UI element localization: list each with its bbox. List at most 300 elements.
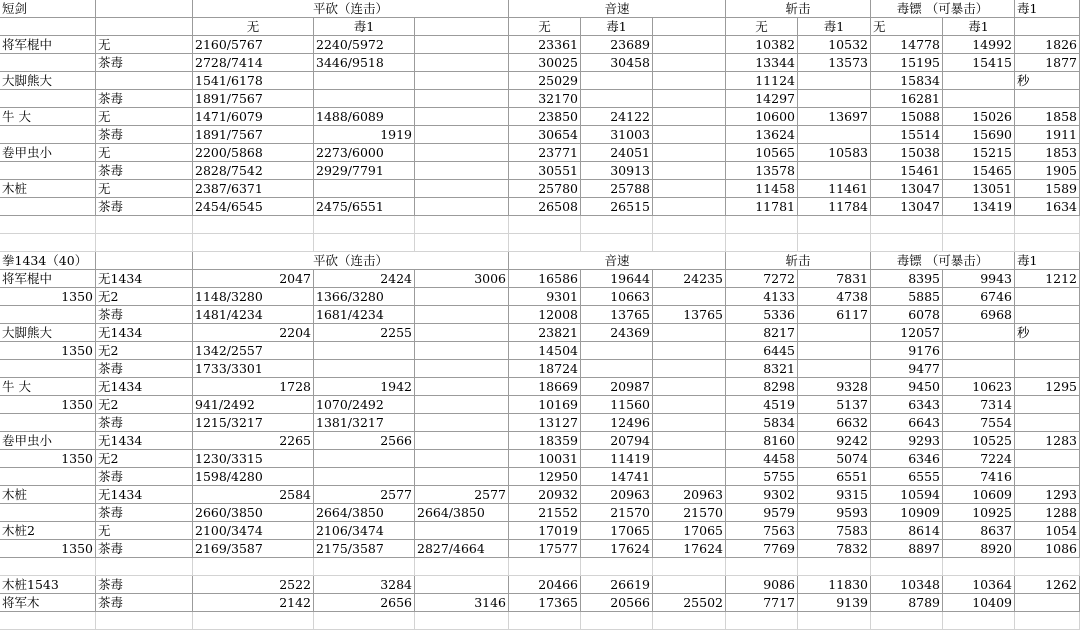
- empty-cell[interactable]: [581, 216, 653, 234]
- table-cell[interactable]: 10583: [798, 144, 871, 162]
- empty-cell[interactable]: [415, 126, 509, 144]
- empty-cell[interactable]: [415, 414, 509, 432]
- table-cell[interactable]: 无1434: [96, 270, 193, 288]
- table-cell[interactable]: 26515: [581, 198, 653, 216]
- empty-cell[interactable]: [581, 342, 653, 360]
- empty-cell[interactable]: [415, 450, 509, 468]
- empty-cell[interactable]: [581, 72, 653, 90]
- table-cell[interactable]: 6117: [798, 306, 871, 324]
- table-cell[interactable]: 8395: [871, 270, 943, 288]
- empty-cell[interactable]: [314, 558, 415, 576]
- table-cell[interactable]: 8160: [726, 432, 798, 450]
- empty-cell[interactable]: [653, 18, 726, 36]
- table-cell[interactable]: 11419: [581, 450, 653, 468]
- table-cell[interactable]: 2175/3587: [314, 540, 415, 558]
- empty-cell[interactable]: [653, 180, 726, 198]
- empty-cell[interactable]: [653, 54, 726, 72]
- table-cell[interactable]: 毒1: [943, 18, 1015, 36]
- table-cell[interactable]: 茶毒: [96, 198, 193, 216]
- empty-cell[interactable]: [0, 162, 96, 180]
- empty-cell[interactable]: [1015, 216, 1080, 234]
- table-cell[interactable]: 12496: [581, 414, 653, 432]
- empty-cell[interactable]: [1015, 450, 1080, 468]
- empty-cell[interactable]: [653, 234, 726, 252]
- table-cell[interactable]: 15461: [871, 162, 943, 180]
- table-cell[interactable]: 2656: [314, 594, 415, 612]
- empty-cell[interactable]: [943, 342, 1015, 360]
- table-cell[interactable]: 1230/3315: [193, 450, 314, 468]
- table-cell[interactable]: 11458: [726, 180, 798, 198]
- table-cell[interactable]: 9293: [871, 432, 943, 450]
- table-cell[interactable]: 2566: [314, 432, 415, 450]
- table-cell[interactable]: 8897: [871, 540, 943, 558]
- table-cell[interactable]: 7416: [943, 468, 1015, 486]
- table-cell[interactable]: 茶毒: [96, 594, 193, 612]
- table-cell[interactable]: 30913: [581, 162, 653, 180]
- table-cell[interactable]: 1891/7567: [193, 126, 314, 144]
- table-cell[interactable]: 25788: [581, 180, 653, 198]
- empty-cell[interactable]: [1015, 414, 1080, 432]
- empty-cell[interactable]: [798, 72, 871, 90]
- table-cell[interactable]: 无: [96, 180, 193, 198]
- table-cell[interactable]: 2577: [415, 486, 509, 504]
- table-cell[interactable]: 1366/3280: [314, 288, 415, 306]
- table-cell[interactable]: 2584: [193, 486, 314, 504]
- empty-cell[interactable]: [943, 360, 1015, 378]
- table-cell[interactable]: 2100/3474: [193, 522, 314, 540]
- empty-cell[interactable]: [415, 522, 509, 540]
- table-cell[interactable]: 8920: [943, 540, 1015, 558]
- empty-cell[interactable]: [0, 558, 96, 576]
- table-cell[interactable]: 无: [509, 18, 581, 36]
- table-cell[interactable]: 23361: [509, 36, 581, 54]
- table-cell[interactable]: 牛 大: [0, 108, 96, 126]
- empty-cell[interactable]: [509, 558, 581, 576]
- table-cell[interactable]: 10663: [581, 288, 653, 306]
- table-cell[interactable]: 32170: [509, 90, 581, 108]
- empty-cell[interactable]: [0, 306, 96, 324]
- empty-cell[interactable]: [798, 234, 871, 252]
- table-cell[interactable]: 短剑: [0, 0, 96, 18]
- empty-cell[interactable]: [96, 612, 193, 630]
- table-cell[interactable]: 23689: [581, 36, 653, 54]
- empty-cell[interactable]: [0, 54, 96, 72]
- table-cell[interactable]: 2577: [314, 486, 415, 504]
- empty-cell[interactable]: [653, 108, 726, 126]
- empty-cell[interactable]: [0, 612, 96, 630]
- table-cell[interactable]: 17365: [509, 594, 581, 612]
- table-cell[interactable]: 16586: [509, 270, 581, 288]
- empty-cell[interactable]: [653, 378, 726, 396]
- table-cell[interactable]: 11830: [798, 576, 871, 594]
- empty-cell[interactable]: [509, 612, 581, 630]
- table-cell[interactable]: 大脚熊大: [0, 72, 96, 90]
- empty-cell[interactable]: [96, 558, 193, 576]
- table-cell[interactable]: 30551: [509, 162, 581, 180]
- table-cell[interactable]: 13047: [871, 180, 943, 198]
- table-cell[interactable]: 13624: [726, 126, 798, 144]
- table-cell[interactable]: 2728/7414: [193, 54, 314, 72]
- empty-cell[interactable]: [415, 612, 509, 630]
- table-cell[interactable]: 1858: [1015, 108, 1080, 126]
- empty-cell[interactable]: [798, 360, 871, 378]
- empty-cell[interactable]: [0, 468, 96, 486]
- empty-cell[interactable]: [0, 414, 96, 432]
- empty-cell[interactable]: [314, 72, 415, 90]
- table-cell[interactable]: 毒1: [1015, 252, 1080, 270]
- table-cell[interactable]: 2160/5767: [193, 36, 314, 54]
- table-cell[interactable]: 1905: [1015, 162, 1080, 180]
- table-cell[interactable]: 25029: [509, 72, 581, 90]
- table-cell[interactable]: 14741: [581, 468, 653, 486]
- table-cell[interactable]: 5834: [726, 414, 798, 432]
- table-cell[interactable]: 木桩2: [0, 522, 96, 540]
- empty-cell[interactable]: [1015, 360, 1080, 378]
- empty-cell[interactable]: [415, 234, 509, 252]
- table-cell[interactable]: 8217: [726, 324, 798, 342]
- table-cell[interactable]: 2828/7542: [193, 162, 314, 180]
- table-cell[interactable]: 13578: [726, 162, 798, 180]
- merged-header-cell[interactable]: 音速: [509, 0, 726, 18]
- table-cell[interactable]: 17577: [509, 540, 581, 558]
- table-cell[interactable]: 1350: [0, 450, 96, 468]
- table-cell[interactable]: 15215: [943, 144, 1015, 162]
- empty-cell[interactable]: [653, 432, 726, 450]
- empty-cell[interactable]: [314, 90, 415, 108]
- table-cell[interactable]: 4133: [726, 288, 798, 306]
- table-cell[interactable]: 23850: [509, 108, 581, 126]
- empty-cell[interactable]: [415, 342, 509, 360]
- table-cell[interactable]: 5755: [726, 468, 798, 486]
- table-cell[interactable]: 9579: [726, 504, 798, 522]
- table-cell[interactable]: 1288: [1015, 504, 1080, 522]
- empty-cell[interactable]: [726, 558, 798, 576]
- table-cell[interactable]: 9450: [871, 378, 943, 396]
- empty-cell[interactable]: [415, 558, 509, 576]
- table-cell[interactable]: 无: [96, 144, 193, 162]
- table-cell[interactable]: 10565: [726, 144, 798, 162]
- empty-cell[interactable]: [871, 612, 943, 630]
- table-cell[interactable]: 18359: [509, 432, 581, 450]
- empty-cell[interactable]: [415, 468, 509, 486]
- table-cell[interactable]: 秒: [1015, 72, 1080, 90]
- empty-cell[interactable]: [943, 234, 1015, 252]
- table-cell[interactable]: 9086: [726, 576, 798, 594]
- table-cell[interactable]: 2142: [193, 594, 314, 612]
- empty-cell[interactable]: [798, 612, 871, 630]
- table-cell[interactable]: 8298: [726, 378, 798, 396]
- empty-cell[interactable]: [798, 342, 871, 360]
- empty-cell[interactable]: [653, 612, 726, 630]
- empty-cell[interactable]: [509, 216, 581, 234]
- table-cell[interactable]: 茶毒: [96, 162, 193, 180]
- empty-cell[interactable]: [1015, 306, 1080, 324]
- table-cell[interactable]: 无: [193, 18, 314, 36]
- table-cell[interactable]: 10364: [943, 576, 1015, 594]
- empty-cell[interactable]: [1015, 612, 1080, 630]
- table-cell[interactable]: 12008: [509, 306, 581, 324]
- empty-cell[interactable]: [581, 612, 653, 630]
- table-cell[interactable]: 牛 大: [0, 378, 96, 396]
- empty-cell[interactable]: [653, 288, 726, 306]
- empty-cell[interactable]: [1015, 342, 1080, 360]
- empty-cell[interactable]: [509, 234, 581, 252]
- table-cell[interactable]: 4458: [726, 450, 798, 468]
- table-cell[interactable]: 16281: [871, 90, 943, 108]
- table-cell[interactable]: 6746: [943, 288, 1015, 306]
- table-cell[interactable]: 9242: [798, 432, 871, 450]
- table-cell[interactable]: 941/2492: [193, 396, 314, 414]
- table-cell[interactable]: 1350: [0, 540, 96, 558]
- table-cell[interactable]: 18669: [509, 378, 581, 396]
- empty-cell[interactable]: [1015, 90, 1080, 108]
- empty-cell[interactable]: [314, 450, 415, 468]
- empty-cell[interactable]: [415, 108, 509, 126]
- table-cell[interactable]: 7314: [943, 396, 1015, 414]
- empty-cell[interactable]: [943, 612, 1015, 630]
- empty-cell[interactable]: [193, 216, 314, 234]
- empty-cell[interactable]: [314, 180, 415, 198]
- table-cell[interactable]: 2664/3850: [314, 504, 415, 522]
- empty-cell[interactable]: [415, 144, 509, 162]
- merged-header-cell[interactable]: 平砍（连击）: [193, 252, 509, 270]
- table-cell[interactable]: 毒1: [798, 18, 871, 36]
- table-cell[interactable]: 30654: [509, 126, 581, 144]
- table-cell[interactable]: 10623: [943, 378, 1015, 396]
- table-cell[interactable]: 2454/6545: [193, 198, 314, 216]
- table-cell[interactable]: 7554: [943, 414, 1015, 432]
- table-cell[interactable]: 9139: [798, 594, 871, 612]
- empty-cell[interactable]: [0, 234, 96, 252]
- table-cell[interactable]: 24369: [581, 324, 653, 342]
- table-cell[interactable]: 将军棍中: [0, 270, 96, 288]
- table-cell[interactable]: 9593: [798, 504, 871, 522]
- empty-cell[interactable]: [653, 126, 726, 144]
- table-cell[interactable]: 15038: [871, 144, 943, 162]
- empty-cell[interactable]: [726, 216, 798, 234]
- table-cell[interactable]: 1634: [1015, 198, 1080, 216]
- table-cell[interactable]: 大脚熊大: [0, 324, 96, 342]
- empty-cell[interactable]: [653, 414, 726, 432]
- table-cell[interactable]: 8789: [871, 594, 943, 612]
- table-cell[interactable]: 木桩1543: [0, 576, 96, 594]
- table-cell[interactable]: 无: [96, 36, 193, 54]
- table-cell[interactable]: 14992: [943, 36, 1015, 54]
- empty-cell[interactable]: [943, 90, 1015, 108]
- empty-cell[interactable]: [798, 90, 871, 108]
- empty-cell[interactable]: [415, 18, 509, 36]
- table-cell[interactable]: 6643: [871, 414, 943, 432]
- table-cell[interactable]: 1350: [0, 288, 96, 306]
- table-cell[interactable]: 12950: [509, 468, 581, 486]
- table-cell[interactable]: 9302: [726, 486, 798, 504]
- merged-header-cell[interactable]: 音速: [509, 252, 726, 270]
- table-cell[interactable]: 23821: [509, 324, 581, 342]
- table-cell[interactable]: 1086: [1015, 540, 1080, 558]
- table-cell[interactable]: 10031: [509, 450, 581, 468]
- table-cell[interactable]: 卷甲虫小: [0, 144, 96, 162]
- table-cell[interactable]: 7272: [726, 270, 798, 288]
- table-cell[interactable]: 17019: [509, 522, 581, 540]
- table-cell[interactable]: 5137: [798, 396, 871, 414]
- table-cell[interactable]: 20466: [509, 576, 581, 594]
- empty-cell[interactable]: [314, 342, 415, 360]
- table-cell[interactable]: 13573: [798, 54, 871, 72]
- empty-cell[interactable]: [871, 216, 943, 234]
- table-cell[interactable]: 23771: [509, 144, 581, 162]
- empty-cell[interactable]: [0, 216, 96, 234]
- table-cell[interactable]: 无2: [96, 342, 193, 360]
- table-cell[interactable]: 7583: [798, 522, 871, 540]
- table-cell[interactable]: 无: [726, 18, 798, 36]
- table-cell[interactable]: 24051: [581, 144, 653, 162]
- empty-cell[interactable]: [943, 72, 1015, 90]
- table-cell[interactable]: 7563: [726, 522, 798, 540]
- empty-cell[interactable]: [581, 360, 653, 378]
- empty-cell[interactable]: [415, 396, 509, 414]
- table-cell[interactable]: 14778: [871, 36, 943, 54]
- table-cell[interactable]: 茶毒: [96, 90, 193, 108]
- merged-header-cell[interactable]: 斩击: [726, 252, 871, 270]
- empty-cell[interactable]: [653, 342, 726, 360]
- empty-cell[interactable]: [0, 360, 96, 378]
- table-cell[interactable]: 10532: [798, 36, 871, 54]
- table-cell[interactable]: 将军棍中: [0, 36, 96, 54]
- table-cell[interactable]: 15465: [943, 162, 1015, 180]
- table-cell[interactable]: 无2: [96, 288, 193, 306]
- table-cell[interactable]: 3446/9518: [314, 54, 415, 72]
- empty-cell[interactable]: [653, 468, 726, 486]
- table-cell[interactable]: 6555: [871, 468, 943, 486]
- table-cell[interactable]: 6445: [726, 342, 798, 360]
- empty-cell[interactable]: [798, 324, 871, 342]
- empty-cell[interactable]: [96, 234, 193, 252]
- table-cell[interactable]: 8614: [871, 522, 943, 540]
- table-cell[interactable]: 茶毒: [96, 468, 193, 486]
- empty-cell[interactable]: [415, 36, 509, 54]
- table-cell[interactable]: 17065: [581, 522, 653, 540]
- table-cell[interactable]: 20963: [653, 486, 726, 504]
- empty-cell[interactable]: [726, 234, 798, 252]
- table-cell[interactable]: 9176: [871, 342, 943, 360]
- empty-cell[interactable]: [943, 324, 1015, 342]
- table-cell[interactable]: 13047: [871, 198, 943, 216]
- table-cell[interactable]: 15026: [943, 108, 1015, 126]
- empty-cell[interactable]: [415, 198, 509, 216]
- table-cell[interactable]: 6078: [871, 306, 943, 324]
- table-cell[interactable]: 13765: [581, 306, 653, 324]
- empty-cell[interactable]: [415, 360, 509, 378]
- empty-cell[interactable]: [415, 54, 509, 72]
- table-cell[interactable]: 1488/6089: [314, 108, 415, 126]
- table-cell[interactable]: 1350: [0, 396, 96, 414]
- table-cell[interactable]: 6968: [943, 306, 1015, 324]
- table-cell[interactable]: 1381/3217: [314, 414, 415, 432]
- table-cell[interactable]: 20987: [581, 378, 653, 396]
- table-cell[interactable]: 1733/3301: [193, 360, 314, 378]
- table-cell[interactable]: 24235: [653, 270, 726, 288]
- table-cell[interactable]: 21552: [509, 504, 581, 522]
- empty-cell[interactable]: [798, 216, 871, 234]
- table-cell[interactable]: 13344: [726, 54, 798, 72]
- table-cell[interactable]: 木桩: [0, 486, 96, 504]
- table-cell[interactable]: 无1434: [96, 324, 193, 342]
- table-cell[interactable]: 5336: [726, 306, 798, 324]
- table-cell[interactable]: 无: [96, 108, 193, 126]
- table-cell[interactable]: 2387/6371: [193, 180, 314, 198]
- empty-cell[interactable]: [96, 0, 193, 18]
- table-cell[interactable]: 无1434: [96, 378, 193, 396]
- empty-cell[interactable]: [415, 288, 509, 306]
- table-cell[interactable]: 15834: [871, 72, 943, 90]
- table-cell[interactable]: 10609: [943, 486, 1015, 504]
- table-cell[interactable]: 10909: [871, 504, 943, 522]
- table-cell[interactable]: 茶毒: [96, 540, 193, 558]
- empty-cell[interactable]: [1015, 396, 1080, 414]
- empty-cell[interactable]: [871, 234, 943, 252]
- table-cell[interactable]: 1342/2557: [193, 342, 314, 360]
- table-cell[interactable]: 11124: [726, 72, 798, 90]
- table-cell[interactable]: 1070/2492: [314, 396, 415, 414]
- table-cell[interactable]: 茶毒: [96, 504, 193, 522]
- table-cell[interactable]: 秒: [1015, 324, 1080, 342]
- table-cell[interactable]: 1054: [1015, 522, 1080, 540]
- table-cell[interactable]: 18724: [509, 360, 581, 378]
- table-cell[interactable]: 1283: [1015, 432, 1080, 450]
- table-cell[interactable]: 11560: [581, 396, 653, 414]
- empty-cell[interactable]: [871, 558, 943, 576]
- table-cell[interactable]: 9315: [798, 486, 871, 504]
- table-cell[interactable]: 10169: [509, 396, 581, 414]
- table-cell[interactable]: 25502: [653, 594, 726, 612]
- table-cell[interactable]: 1942: [314, 378, 415, 396]
- table-cell[interactable]: 7831: [798, 270, 871, 288]
- empty-cell[interactable]: [415, 324, 509, 342]
- table-cell[interactable]: 10382: [726, 36, 798, 54]
- empty-cell[interactable]: [415, 90, 509, 108]
- table-cell[interactable]: 无: [96, 522, 193, 540]
- table-cell[interactable]: 无1434: [96, 432, 193, 450]
- empty-cell[interactable]: [653, 162, 726, 180]
- table-cell[interactable]: 2240/5972: [314, 36, 415, 54]
- table-cell[interactable]: 30025: [509, 54, 581, 72]
- empty-cell[interactable]: [415, 306, 509, 324]
- table-cell[interactable]: 1350: [0, 342, 96, 360]
- table-cell[interactable]: 26508: [509, 198, 581, 216]
- empty-cell[interactable]: [653, 360, 726, 378]
- table-cell[interactable]: 毒1: [581, 18, 653, 36]
- table-cell[interactable]: 20566: [581, 594, 653, 612]
- empty-cell[interactable]: [0, 504, 96, 522]
- empty-cell[interactable]: [415, 576, 509, 594]
- table-cell[interactable]: 31003: [581, 126, 653, 144]
- table-cell[interactable]: 17624: [653, 540, 726, 558]
- table-cell[interactable]: 15195: [871, 54, 943, 72]
- table-cell[interactable]: 13765: [653, 306, 726, 324]
- table-cell[interactable]: 15690: [943, 126, 1015, 144]
- table-cell[interactable]: 无1434: [96, 486, 193, 504]
- table-cell[interactable]: 7224: [943, 450, 1015, 468]
- table-cell[interactable]: 1853: [1015, 144, 1080, 162]
- empty-cell[interactable]: [653, 576, 726, 594]
- table-cell[interactable]: 1826: [1015, 36, 1080, 54]
- empty-cell[interactable]: [653, 72, 726, 90]
- table-cell[interactable]: 15514: [871, 126, 943, 144]
- table-cell[interactable]: 10409: [943, 594, 1015, 612]
- table-cell[interactable]: 1681/4234: [314, 306, 415, 324]
- table-cell[interactable]: 2204: [193, 324, 314, 342]
- table-cell[interactable]: 2047: [193, 270, 314, 288]
